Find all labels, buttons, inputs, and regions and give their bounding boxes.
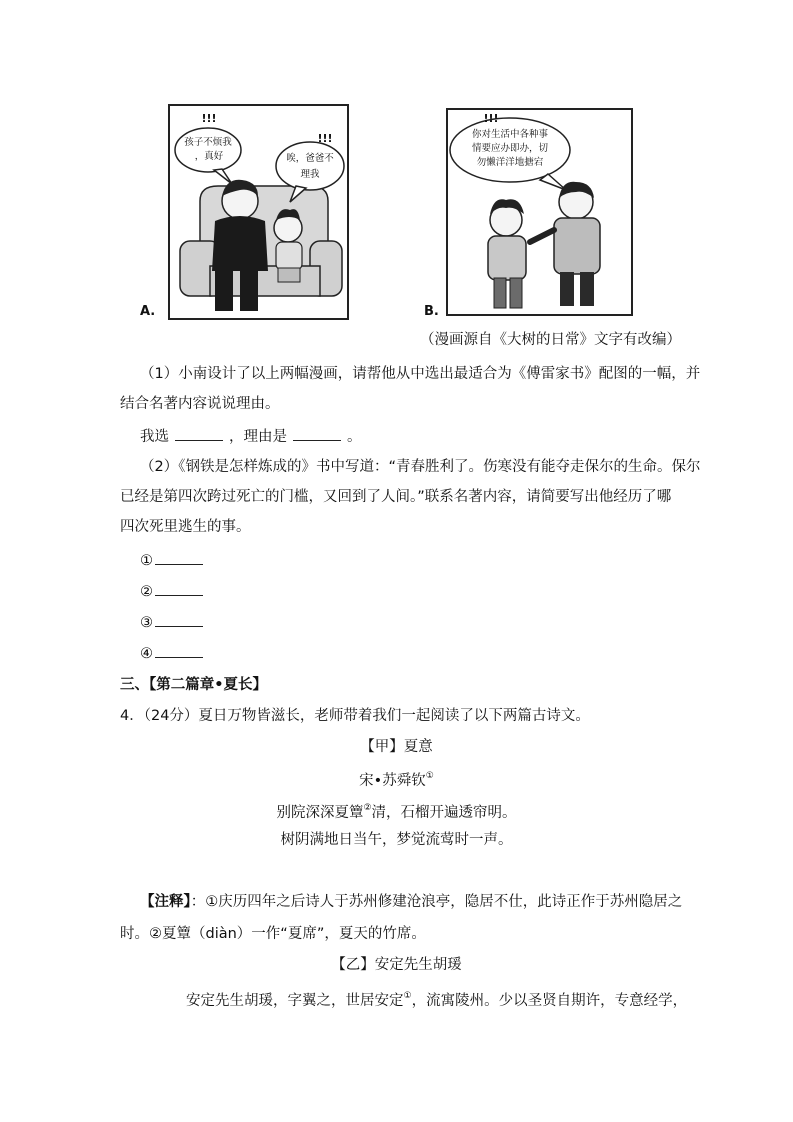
answer-blank[interactable] <box>155 550 203 565</box>
prose-note-1: ① <box>403 991 412 1001</box>
comic-a-right-excl: !!! <box>317 132 333 145</box>
poem-line-1: 别院深深夏簟②清，石榴开遍透帘明。 <box>276 803 517 821</box>
comic-a-left-line2: ，真好 <box>194 151 224 162</box>
q4-intro: 4．（24分）夏日万物皆滋长，老师带着我们一起阅读了以下两篇古诗文。 <box>120 708 590 724</box>
poem-line-2: 树阴满地日当午，梦觉流莺时一声。 <box>280 832 513 848</box>
note-line-2: 时。②夏簟（diàn）一作“夏席”，夏天的竹席。 <box>120 926 426 942</box>
comic-panel-a <box>168 104 349 320</box>
q1-reason-prefix: ，理由是 <box>229 429 287 445</box>
comic-a-label: A. <box>140 304 156 319</box>
comic-b-line3: 勿懒洋洋地搪宕 <box>476 157 544 168</box>
q1-choice-blank[interactable] <box>175 426 223 441</box>
comic-caption: （漫画源自《大树的日常》文字有改编） <box>420 332 681 348</box>
poem-author: 宋•苏舜钦 <box>359 773 426 789</box>
comic-b-excl: !!! <box>483 112 499 125</box>
q2-blank-4: ④ <box>140 643 203 664</box>
prose-line-1: 安定先生胡瑗，字翼之，世居安定①，流寓陵州。少以圣贤自期许，专意经学， <box>186 991 688 1009</box>
q2-line1: （2）《钢铁是怎样炼成的》书中写道：“青春胜利了。伤寒没有能夺走保尔的生命。保尔 <box>140 459 701 475</box>
answer-blank[interactable] <box>155 581 203 596</box>
answer-blank[interactable] <box>155 643 203 658</box>
answer-blank[interactable] <box>155 612 203 627</box>
prose-title: 【乙】安定先生胡瑗 <box>331 957 462 973</box>
q2-line2: 已经是第四次跨过死亡的门槛，又回到了人间。”联系名著内容，请简要写出他经历了哪 <box>120 489 672 505</box>
section-3-heading: 三、【第二篇章•夏长】 <box>120 677 268 693</box>
comic-b-line2: 情要应办即办，切 <box>471 143 548 154</box>
comic-a-right-line1: 唉，爸爸不 <box>286 153 334 164</box>
q1-end: 。 <box>347 429 362 445</box>
comic-panel-b <box>446 108 633 316</box>
comic-a-left-line1: 孩子不烦我 <box>184 137 232 148</box>
poem-title: 【甲】夏意 <box>360 739 433 755</box>
comic-b-label: B. <box>424 304 439 319</box>
poem-note-2: ② <box>363 803 372 813</box>
comic-a-right-line2: 理我 <box>300 169 320 180</box>
q1-choose-prefix: 我选 <box>140 429 169 445</box>
comic-b-line1: 你对生活中各种事 <box>471 129 548 140</box>
q1-line1: （1）小南设计了以上两幅漫画，请帮他从中选出最适合为《傅雷家书》配图的一幅，并 <box>140 366 701 382</box>
q2-blank-1: ① <box>140 550 203 571</box>
q2-blank-3: ③ <box>140 612 203 633</box>
q2-blank-2: ② <box>140 581 203 602</box>
poem-author-line <box>0 766 793 791</box>
q2-line3: 四次死里逃生的事。 <box>120 519 251 535</box>
comic-a-left-excl: !!! <box>201 112 217 125</box>
poem-author-note: ① <box>425 771 434 781</box>
q1-reason-blank[interactable] <box>293 426 341 441</box>
note-line-1: 【注释】：①庆历四年之后诗人于苏州修建沧浪亭，隐居不仕，此诗正作于苏州隐居之 <box>140 894 683 910</box>
q1-answer-line <box>140 426 362 447</box>
note-label: 【注释】 <box>140 894 191 910</box>
q1-line2: 结合名著内容说说理由。 <box>120 396 280 412</box>
